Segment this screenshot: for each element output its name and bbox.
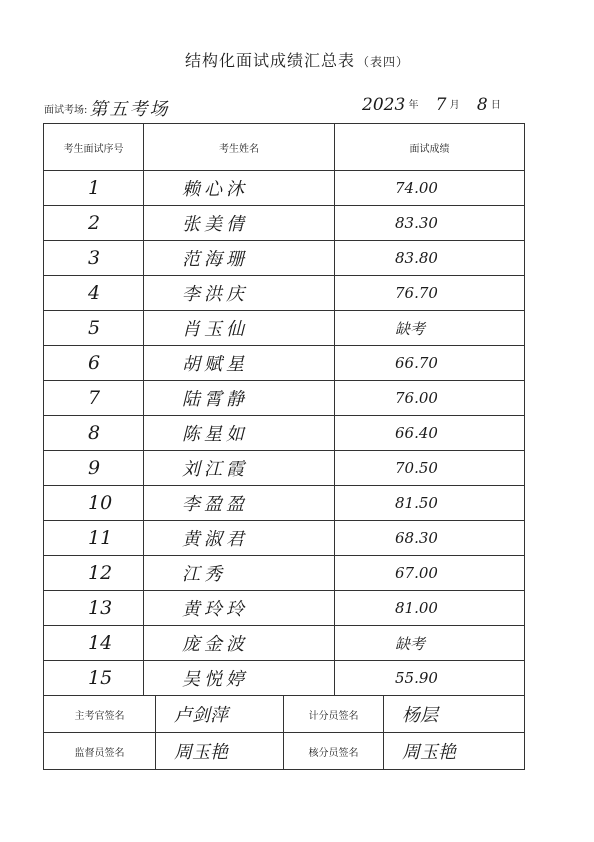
date-day-unit: 日: [490, 100, 501, 111]
row-name: 庞金波: [144, 626, 335, 661]
table-row: [44, 591, 525, 626]
row-score: 55.90: [335, 661, 525, 696]
supervisor-signature: 周玉艳: [156, 733, 284, 770]
table-row: [44, 171, 525, 206]
row-seq: 5: [44, 311, 144, 346]
row-seq: 9: [44, 451, 144, 486]
row-score: 66.70: [335, 346, 525, 381]
row-name: 赖心沐: [144, 171, 335, 206]
header-seq: 考生面试序号: [44, 124, 144, 171]
row-name: 范海珊: [144, 241, 335, 276]
scorer-label: 计分员签名: [284, 696, 384, 733]
table-row: [44, 206, 525, 241]
title-suffix: （表四）: [357, 55, 410, 69]
row-score: 83.80: [335, 241, 525, 276]
row-score: 74.00: [335, 171, 525, 206]
header-score: 面试成绩: [335, 124, 525, 171]
row-name: 张美倩: [144, 206, 335, 241]
table-row: [44, 486, 525, 521]
row-name: 黄玲玲: [144, 591, 335, 626]
row-seq: 6: [44, 346, 144, 381]
table-row: [44, 311, 525, 346]
signature-row-2: [44, 733, 525, 770]
row-name: 李盈盈: [144, 486, 335, 521]
row-name: 刘江霞: [144, 451, 335, 486]
row-name: 李洪庆: [144, 276, 335, 311]
document-title: [0, 48, 594, 71]
row-name: 黄淑君: [144, 521, 335, 556]
row-score: 70.50: [335, 451, 525, 486]
date-year: 2023: [362, 95, 406, 115]
table-row: [44, 556, 525, 591]
table-row: [44, 346, 525, 381]
row-seq: 11: [44, 521, 144, 556]
title-main: 结构化面试成绩汇总表: [184, 51, 355, 70]
table-row: [44, 241, 525, 276]
table-row: [44, 626, 525, 661]
row-seq: 13: [44, 591, 144, 626]
date-month: 7: [435, 95, 447, 115]
date-year-unit: 年: [408, 100, 419, 111]
score-table-body: [44, 171, 525, 696]
table-row: [44, 416, 525, 451]
row-seq: 8: [44, 416, 144, 451]
verifier-signature: 周玉艳: [384, 733, 525, 770]
row-name: 陆霄静: [144, 381, 335, 416]
table-row: [44, 661, 525, 696]
row-score: 83.30: [335, 206, 525, 241]
row-name: 陈星如: [144, 416, 335, 451]
row-seq: 1: [44, 171, 144, 206]
row-seq: 14: [44, 626, 144, 661]
row-score: 81.00: [335, 591, 525, 626]
row-name: 江秀: [144, 556, 335, 591]
row-score: 76.70: [335, 276, 525, 311]
signature-row-1: [44, 696, 525, 733]
venue-label: 面试考场:: [44, 105, 88, 116]
row-seq: 2: [44, 206, 144, 241]
row-score: 缺考: [335, 626, 525, 661]
table-row: [44, 276, 525, 311]
row-score: 76.00: [335, 381, 525, 416]
chief-examiner-label: 主考官签名: [44, 696, 156, 733]
row-seq: 10: [44, 486, 144, 521]
row-seq: 4: [44, 276, 144, 311]
table-row: [44, 381, 525, 416]
row-name: 吴悦婷: [144, 661, 335, 696]
table-header-row: [44, 124, 525, 171]
date-line: [362, 93, 501, 113]
table-row: [44, 451, 525, 486]
row-score: 缺考: [335, 311, 525, 346]
row-name: 肖玉仙: [144, 311, 335, 346]
date-day: 8: [476, 95, 488, 115]
row-score: 67.00: [335, 556, 525, 591]
verifier-label: 核分员签名: [284, 733, 384, 770]
row-score: 81.50: [335, 486, 525, 521]
header-name: 考生姓名: [144, 124, 335, 171]
signature-table: [43, 695, 525, 770]
scorer-signature: 杨层: [384, 696, 525, 733]
venue-line: [44, 93, 169, 119]
date-month-unit: 月: [449, 100, 460, 111]
score-table: [43, 123, 525, 696]
venue-value: 第五考场: [89, 99, 170, 120]
row-score: 66.40: [335, 416, 525, 451]
table-row: [44, 521, 525, 556]
row-score: 68.30: [335, 521, 525, 556]
row-seq: 3: [44, 241, 144, 276]
row-seq: 12: [44, 556, 144, 591]
chief-examiner-signature: 卢剑萍: [156, 696, 284, 733]
supervisor-label: 监督员签名: [44, 733, 156, 770]
row-seq: 7: [44, 381, 144, 416]
row-seq: 15: [44, 661, 144, 696]
row-name: 胡赋星: [144, 346, 335, 381]
